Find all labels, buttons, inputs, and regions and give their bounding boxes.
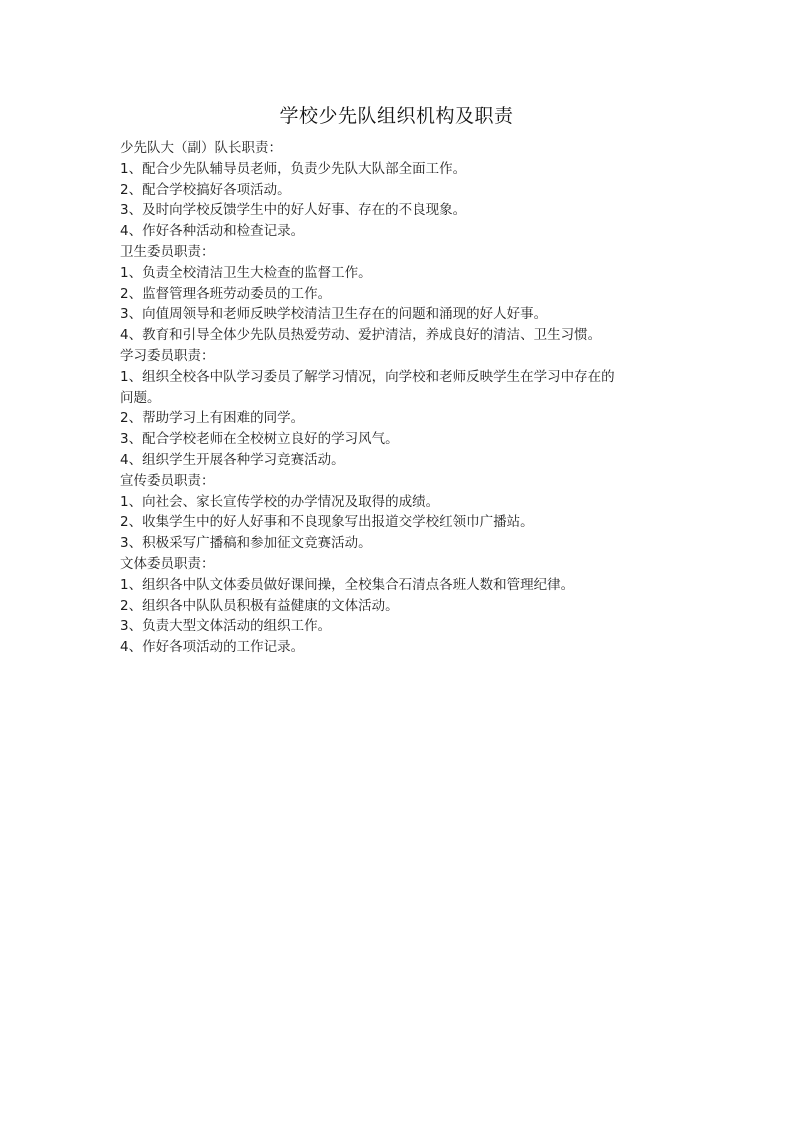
section-study-duties <box>120 346 640 471</box>
duty-item: 2、配合学校搞好各项活动。 <box>120 181 291 198</box>
section-heading: 学习委员职责： <box>120 347 215 364</box>
duty-item: 1、配合少先队辅导员老师，负责少先队大队部全面工作。 <box>120 160 467 177</box>
duty-item: 2、组织各中队队员积极有益健康的文体活动。 <box>120 597 399 614</box>
duty-item: 4、教育和引导全体少先队员热爱劳动、爱护清洁，养成良好的清洁、卫生习惯。 <box>120 327 602 344</box>
duty-item: 1、负责全校清洁卫生大检查的监督工作。 <box>120 264 372 281</box>
duty-item: 1、组织全校各中队学习委员了解学习情况，向学校和老师反映学生在学习中存在的问题。 <box>120 368 615 406</box>
section-publicity-duties <box>120 471 640 554</box>
duty-item: 1、向社会、家长宣传学校的办学情况及取得的成绩。 <box>120 493 440 510</box>
duty-item: 2、监督管理各班劳动委员的工作。 <box>120 285 332 302</box>
section-captain-duties <box>120 138 640 242</box>
section-hygiene-duties <box>120 242 640 346</box>
duty-item: 2、收集学生中的好人好事和不良现象写出报道交学校红领巾广播站。 <box>120 514 534 531</box>
section-sports-culture-duties <box>120 554 640 658</box>
duty-item: 4、组织学生开展各种学习竞赛活动。 <box>120 451 345 468</box>
document-body <box>120 138 640 658</box>
section-heading: 宣传委员职责： <box>120 472 215 489</box>
duty-item: 3、向值周领导和老师反映学校清洁卫生存在的问题和涌现的好人好事。 <box>120 306 548 323</box>
page-title: 学校少先队组织机构及职责 <box>279 105 514 127</box>
duty-item: 3、配合学校老师在全校树立良好的学习风气。 <box>120 431 399 448</box>
duty-item: 3、负责大型文体活动的组织工作。 <box>120 618 332 635</box>
section-heading: 少先队大（副）队长职责： <box>120 140 282 156</box>
duty-item: 4、作好各项活动的工作记录。 <box>120 639 305 656</box>
duty-item: 4、作好各种活动和检查记录。 <box>120 223 305 240</box>
duty-item: 3、积极采写广播稿和参加征文竞赛活动。 <box>120 535 372 552</box>
duty-item: 1、组织各中队文体委员做好课间操，全校集合石清点各班人数和管理纪律。 <box>120 576 575 593</box>
section-heading: 文体委员职责： <box>120 555 215 572</box>
duty-item: 3、及时向学校反馈学生中的好人好事、存在的不良现象。 <box>120 202 467 219</box>
duty-item: 2、帮助学习上有困难的同学。 <box>120 410 305 427</box>
section-heading: 卫生委员职责： <box>120 243 215 260</box>
